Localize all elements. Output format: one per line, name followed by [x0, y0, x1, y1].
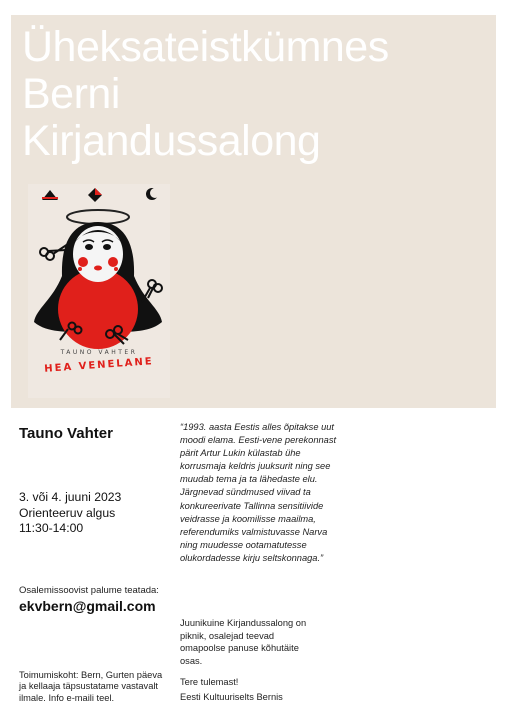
- event-datetime: [19, 490, 121, 537]
- author-name: Tauno Vahter: [19, 425, 113, 442]
- diamond-icon: [88, 188, 102, 202]
- event-start-label: Orienteeruv algus: [19, 505, 116, 520]
- cover-title: HEA VENELANE: [43, 356, 155, 375]
- cover-author: TAUNO VAHTER: [60, 349, 138, 356]
- page-title: [22, 24, 389, 165]
- title-line-1: Üheksateistkümnes: [22, 23, 389, 71]
- event-time: 11:30-14:00: [19, 521, 84, 535]
- venue-note: Toimumiskoht: Bern, Gurten päeva ja kellaaja täpsustatame vastavalt ilmale. Info e-maili teel.: [19, 670, 163, 703]
- book-quote: “1993. aasta Eestis alles õpitakse uut moodi elama. Eesti-vene perekonnast pärit Artur Lukin külastab ühe korrusmaja keldris juuksurit ning see muudab tema ja ta lähedaste elu. Järgnevad sündmused viivad ta konkureerivate Tallinna sensitiivide veidrasse ja koomilisse maailma, referendumiks valmistuvasse Narva ning muudesse ootamatutesse olukordadesse kirju seltskonnaga.”: [180, 422, 337, 563]
- book-cover-image: [28, 184, 170, 398]
- event-date: 3. või 4. juuni 2023: [19, 490, 122, 504]
- title-line-3: Kirjandussalong: [22, 117, 321, 165]
- title-line-2: Berni: [22, 70, 120, 118]
- pyramid-icon: [42, 190, 58, 200]
- registration-email[interactable]: ekvbern@gmail.com: [19, 598, 156, 614]
- organizer-name: Eesti Kultuuriselts Bernis: [180, 692, 283, 702]
- welcome-text: Tere tulemast!: [180, 677, 239, 687]
- picnic-note: Juunikuine Kirjandussalong on piknik, osalejad teevad omapoolse panuse kõhutäite osas.: [180, 618, 307, 666]
- moon-icon: [146, 188, 160, 200]
- registration-label: Osalemissoovist palume teatada:: [19, 585, 159, 596]
